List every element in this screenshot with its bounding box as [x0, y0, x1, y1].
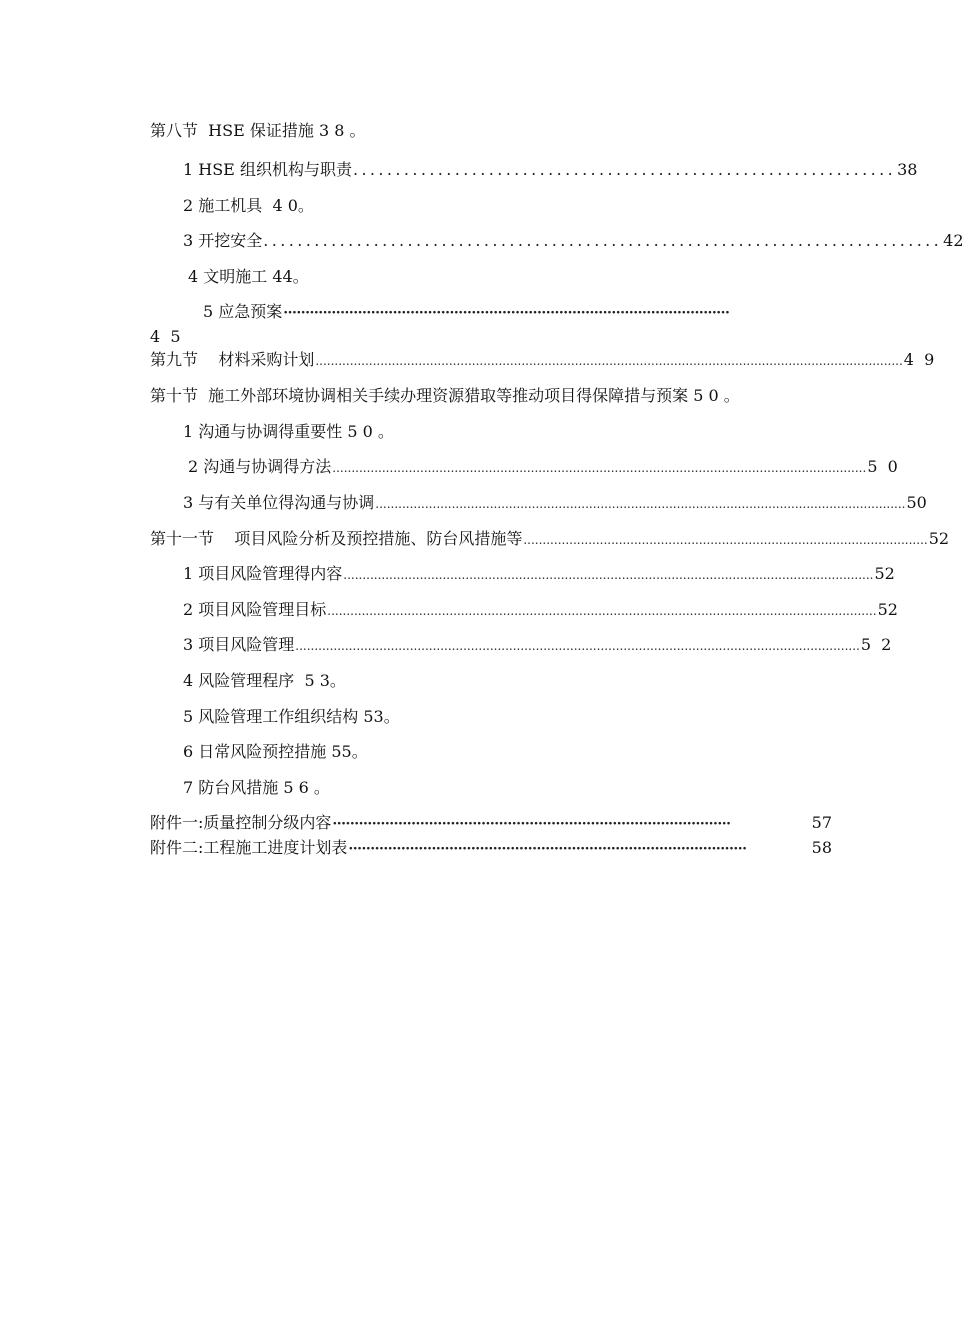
toc-entry-8-3[interactable] [183, 228, 964, 254]
toc-entry-title: 1 沟通与协调得重要性 5 0 ｡ [183, 422, 386, 441]
toc-entry-label: 3 项目风险管理 [183, 635, 295, 654]
toc-entry-8-5[interactable] [203, 299, 832, 325]
toc-entry-8-2[interactable] [183, 193, 832, 219]
toc-entry-title: 4 风险管理程序 5 3｡ [183, 671, 338, 690]
page-number: 52 [877, 600, 898, 619]
toc-entry-label: 2 项目风险管理目标 [183, 600, 327, 619]
page-number: 4 9 [903, 350, 935, 369]
toc-entry-11-2[interactable] [183, 597, 898, 623]
dot-leader: ........................................................................................................................................... [375, 497, 906, 511]
dot-leader: ................................................................ [352, 160, 897, 179]
page-number: 50 [906, 493, 927, 512]
page-number: 42 [943, 231, 964, 250]
toc-entry-10-2[interactable] [188, 454, 898, 480]
toc-entry-label: 5 应急预案 [203, 302, 283, 321]
toc-entry-8-4[interactable] [188, 264, 832, 290]
toc-entry-label: 1 HSE 组织机构与职责 [183, 160, 352, 179]
toc-entry-title: 2 施工机具 4 0｡ [183, 196, 306, 215]
toc-entry-label: 3 与有关单位得沟通与协调 [183, 493, 375, 512]
page-number: 58 [811, 838, 832, 857]
toc-entry-11-5[interactable] [183, 704, 832, 730]
dot-leader: ........................................................................................................................................... [343, 568, 874, 582]
toc-entry-8-1[interactable] [183, 157, 918, 183]
toc-entry-appendix-1[interactable] [150, 810, 832, 836]
dot-leader: .................................................................................................................................................... [295, 639, 860, 653]
toc-entry-label: 附件一:质量控制分级内容 [150, 813, 332, 832]
dot-leader: ······································································································ [283, 305, 730, 321]
toc-entry-label: 2 沟通与协调得方法 [188, 457, 332, 476]
toc-entry-title: 第十节 施工外部环境协调相关手续办理资源猎取等推动项目得保障措与预案 5 0 ｡ [150, 386, 732, 405]
page-number: 52 [874, 564, 895, 583]
dot-leader: .......................................................................................................................................................... [315, 354, 903, 368]
toc-entry-10-3[interactable] [183, 490, 927, 516]
page-number: 5 0 [867, 457, 898, 476]
toc-entry-appendix-2[interactable] [150, 835, 832, 861]
toc-entry-11-3[interactable] [183, 632, 892, 658]
page-number: 4 5 [150, 327, 181, 346]
toc-entry-section-10[interactable] [150, 383, 832, 409]
page-number: 5 2 [860, 635, 892, 654]
toc-entry-label: 3 开挖安全 [183, 231, 263, 250]
page-number: 57 [811, 813, 832, 832]
toc-entry-title: 6 日常风险预控措施 55｡ [183, 742, 360, 761]
toc-entry-label: 1 项目风险管理得内容 [183, 564, 343, 583]
toc-entry-title: 第八节 HSE 保证措施 3 8 ｡ [150, 121, 358, 140]
page-number: 52 [928, 529, 950, 548]
dot-leader: ............................................................................................................................................ [332, 461, 867, 475]
dot-leader: ··························································································· [348, 841, 747, 857]
toc-entry-label: 第九节 材料采购计划 [150, 350, 315, 369]
dot-leader: ................................................................................................................................................ [327, 604, 877, 618]
toc-entry-11-1[interactable] [183, 561, 895, 587]
toc-entry-section-8[interactable] [150, 118, 832, 144]
dot-leader: ··························································································· [332, 816, 731, 832]
page-number: 38 [897, 160, 918, 179]
toc-entry-10-1[interactable] [183, 419, 832, 445]
dot-leader: .......................................................................................................... [523, 533, 928, 547]
toc-entry-label: 第十一节 项目风险分析及预控措施、防台风措施等 [150, 529, 523, 548]
toc-entry-title: 7 防台风措施 5 6 ｡ [183, 778, 322, 797]
toc-entry-section-11[interactable] [150, 526, 950, 552]
toc-entry-11-4[interactable] [183, 668, 832, 694]
toc-entry-title: 5 风险管理工作组织结构 53｡ [183, 707, 392, 726]
toc-entry-section-9[interactable] [150, 347, 935, 373]
toc-entry-11-7[interactable] [183, 775, 832, 801]
dot-leader: ................................................................................ [263, 231, 943, 250]
toc-entry-label: 附件二:工程施工进度计划表 [150, 838, 348, 857]
toc-entry-title: 4 文明施工 44｡ [188, 267, 301, 286]
toc-entry-11-6[interactable] [183, 739, 832, 765]
